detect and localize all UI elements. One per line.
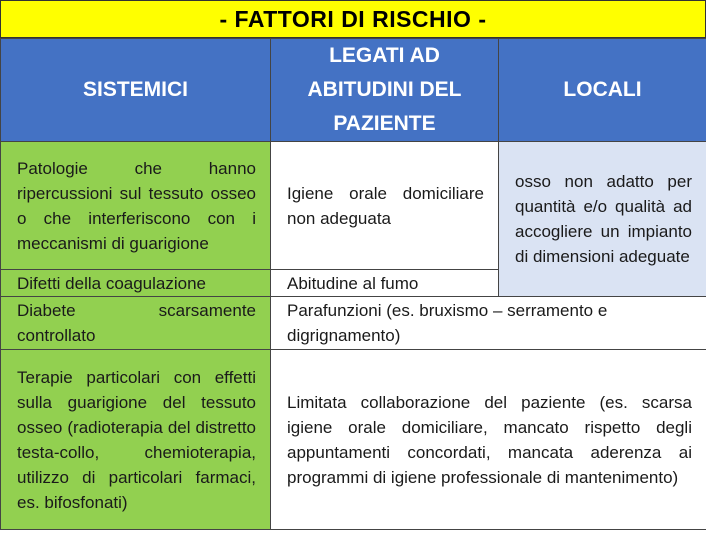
table-row — [1, 142, 706, 270]
cell-locali-osso: osso non adatto per quantità e/o qualità ad accogliere un impianto di dimensioni adeguate — [499, 142, 706, 297]
header-sistemici: SISTEMICI — [1, 39, 271, 142]
table-row — [1, 350, 706, 530]
cell-sistemici-coagulazione: Difetti della coagulazione — [1, 270, 271, 297]
cell-sistemici-diabete: Diabete scarsamente controllato — [1, 297, 271, 350]
cell-abitudini-igiene: Igiene orale domiciliare non adeguata — [271, 142, 499, 270]
cell-sistemici-patologie: Patologie che hanno ripercussioni sul tessuto osseo o che interferiscono con i meccanismi di guarigione — [1, 142, 271, 270]
table-title: - FATTORI DI RISCHIO - — [0, 0, 706, 38]
cell-sistemici-terapie: Terapie particolari con effetti sulla guarigione del tessuto osseo (radioterapia del distretto testa-collo, chemioterapia, utilizzo di particolari farmaci, es. bifosfonati) — [1, 350, 271, 530]
risk-factors-table — [0, 38, 706, 530]
cell-abitudini-collaborazione: Limitata collaborazione del paziente (es. scarsa igiene orale domiciliare, mancato rispetto degli appuntamenti concordati, mancata aderenza ai programmi di igiene professionale di mantenimento) — [271, 350, 706, 530]
cell-abitudini-fumo: Abitudine al fumo — [271, 270, 499, 297]
header-locali: LOCALI — [499, 39, 706, 142]
header-abitudini: LEGATI AD ABITUDINI DEL PAZIENTE — [271, 39, 499, 142]
header-row — [1, 39, 706, 142]
cell-abitudini-parafunzioni: Parafunzioni (es. bruxismo – serramento e digrignamento) — [271, 297, 706, 350]
table-row — [1, 297, 706, 350]
